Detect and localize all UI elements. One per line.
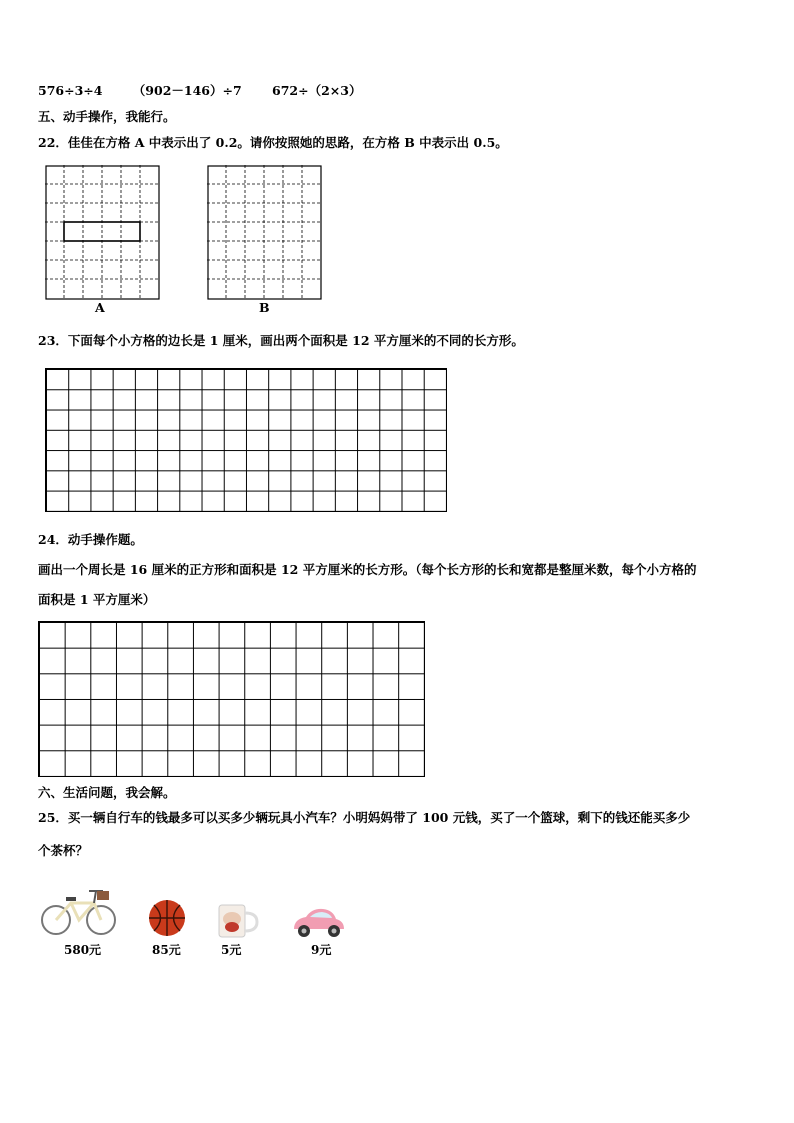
bicycle-price: 580元 — [64, 943, 102, 957]
grid-a — [45, 165, 161, 301]
cup-icon — [217, 903, 261, 939]
basketball-price: 85元 — [152, 943, 181, 957]
cup-price: 5元 — [221, 943, 242, 957]
grid-a-label: A — [95, 300, 105, 315]
expression-2: （902－146）÷7 — [132, 83, 242, 98]
q25-line2: 个茶杯？ — [38, 843, 89, 858]
q24-grid[interactable] — [38, 621, 425, 777]
toy-car-price: 9元 — [311, 943, 332, 957]
q23-grid[interactable] — [45, 368, 447, 512]
toy-car-icon — [290, 905, 346, 939]
grid-b — [207, 165, 323, 301]
section6-title: 六、生活问题，我会解。 — [38, 785, 176, 800]
expression-1: 576÷3÷4 — [38, 83, 103, 98]
q24-line2: 面积是 1 平方厘米） — [38, 592, 156, 607]
q24-line1: 画出一个周长是 16 厘米的正方形和面积是 12 平方厘米的长方形。（每个长方形的长和宽都是整厘米数，每个小方格的 — [38, 562, 697, 577]
grid-b-label: B — [259, 300, 270, 315]
expression-3: 672÷（2×3） — [272, 83, 362, 98]
basketball-icon — [147, 898, 187, 938]
q23-text: 23．下面每个小方格的边长是 1 厘米，画出两个面积是 12 平方厘米的不同的长方形。 — [38, 333, 524, 348]
q24-title: 24．动手操作题。 — [38, 532, 143, 547]
q22-text: 22．佳佳在方格 A 中表示出了 0.2。请你按照她的思路，在方格 B 中表示出 0.5。 — [38, 135, 508, 150]
section5-title: 五、动手操作，我能行。 — [38, 109, 176, 124]
bicycle-icon — [39, 883, 119, 937]
q25-line1: 25．买一辆自行车的钱最多可以买多少辆玩具小汽车？小明妈妈带了 100 元钱，买了一个篮球，剩下的钱还能买多少 — [38, 810, 691, 825]
expression-row — [38, 83, 387, 99]
